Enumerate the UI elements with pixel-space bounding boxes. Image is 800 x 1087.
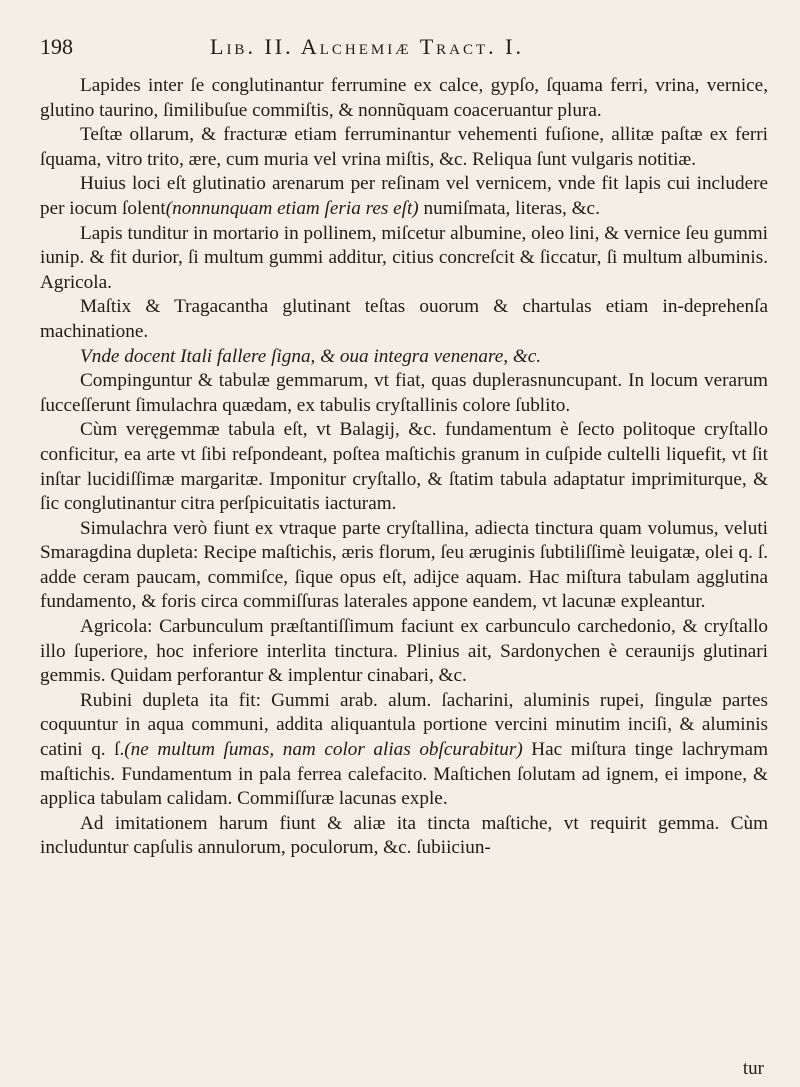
paragraph: Simulachra verò fiunt ex vtraque parte cryſtallina, adiecta tinctura quam volumus, veluti Smaragdina dupleta: Recipe maſtichis, æris florum, ſeu æruginis ſubtiliſſimè leuigatæ, olei q. ſ. adde ceram paucam, commiſce, ſique opus eſt, adijce aquam. Hac miſtura tabulam agglutina fundamento, & foris circa commiſſuras laterales appone eandem, vt lacunæ expleantur. xyxy=(40,517,768,613)
paragraph: Ad imitationem harum fiunt & aliæ ita tincta maſtiche, vt requirit gemma. Cùm includuntur capſulis annulorum, poculorum, &c. ſubiiciun- xyxy=(40,812,768,859)
section-heading: Vnde docent Itali fallere ſigna, & oua integra venenare, &c. xyxy=(80,345,542,367)
running-title: Lib. II. Alchemiæ Tract. I. xyxy=(210,34,524,59)
paragraph: Lapides inter ſe conglutinantur ferrumine ex calce, gypſo, ſquama ferri, vrina, vernice, glutino taurino, ſimilibuſue commiſtis, & nonnũquam coaceruantur plura. xyxy=(40,75,768,121)
paragraph-text: Hac miſtura tinge lachrymam maſtichis. Fundamentum in pala ferrea calefacito. Maſtichen ſolutam ad ignem, ei impone, & applica tabulam calidam. Commiſſuræ lacunas exple. xyxy=(40,739,768,810)
italic-aside: (nonnunquam etiam ſeria res eſt) xyxy=(165,197,419,219)
italic-aside: (ne multum ſumas, nam color alias obſcurabitur) xyxy=(124,739,523,761)
page-number: 198 xyxy=(40,34,73,59)
paragraph: Teſtæ ollarum, & fracturæ etiam ferruminantur vehementi fuſione, allitæ paſtæ ex ferri ſquama, vitro trito, ære, cum muria vel vrina miſtis, &c. Reliqua ſunt vulgaris notitiæ. xyxy=(40,124,768,170)
paragraph xyxy=(40,689,768,812)
paragraph: Cùm veręgemmæ tabula eſt, vt Balagij, &c. fundamentum è ſecto politoque cryſtallo conficitur, ea arte vt ſibi reſpondeant, poſtea maſtichis granum in cuſpide cultelli liquefit, vt ſit inſtar lucidiſſimæ margaritæ. Imponitur cryſtallo, & ſtatim tabula adaptatur imprimiturque, & ſic conglutinantur citra perſpicuitatis iacturam. xyxy=(40,419,768,515)
paragraph: Maſtix & Tragacantha glutinant teſtas ouorum & chartulas etiam in-deprehenſa machinatione. xyxy=(40,296,768,342)
paragraph-text: Huius loci eſt glutinatio arenarum per reſinam vel vernicem, vnde fit lapis cui includere per iocum ſolent xyxy=(40,173,768,219)
paragraph xyxy=(40,172,768,221)
paragraph-text: Rubini dupleta ita fit: Gummi arab. alum. ſacharini, aluminis rupei, ſingulæ partes coquuntur in aqua communi, addita aliquantula portione vercini minutim inciſi, & aluminis catini q. ſ. xyxy=(40,689,768,761)
paragraph-text: numiſmata, literas, &c. xyxy=(418,197,600,219)
body-text xyxy=(40,74,768,861)
catchword: tur xyxy=(742,1058,764,1079)
running-head xyxy=(40,34,768,60)
paragraph: Compinguntur & tabulæ gemmarum, vt fiat, quas duplerasnuncupant. In locum verarum ſucceſſerunt ſimulachra quædam, ex tabulis cryſtallinis colore ſublito. xyxy=(40,370,768,416)
paragraph: Lapis tunditur in mortario in pollinem, miſcetur albumine, oleo lini, & vernice ſeu gummi iunip. & fit durior, ſi multum gummi additur, citius concreſcit & ſiccatur, ſi multum albuminis. Agricola. xyxy=(40,222,768,293)
paragraph: Agricola: Carbunculum præſtantiſſimum faciunt ex carbunculo carchedonio, & cryſtallo illo ſuperiore, hoc inferiore interlita tinctura. Plinius ait, Sardonychen è ceraunijs glutinari gemmis. Quidam perforantur & implentur cinabari, &c. xyxy=(40,616,768,687)
